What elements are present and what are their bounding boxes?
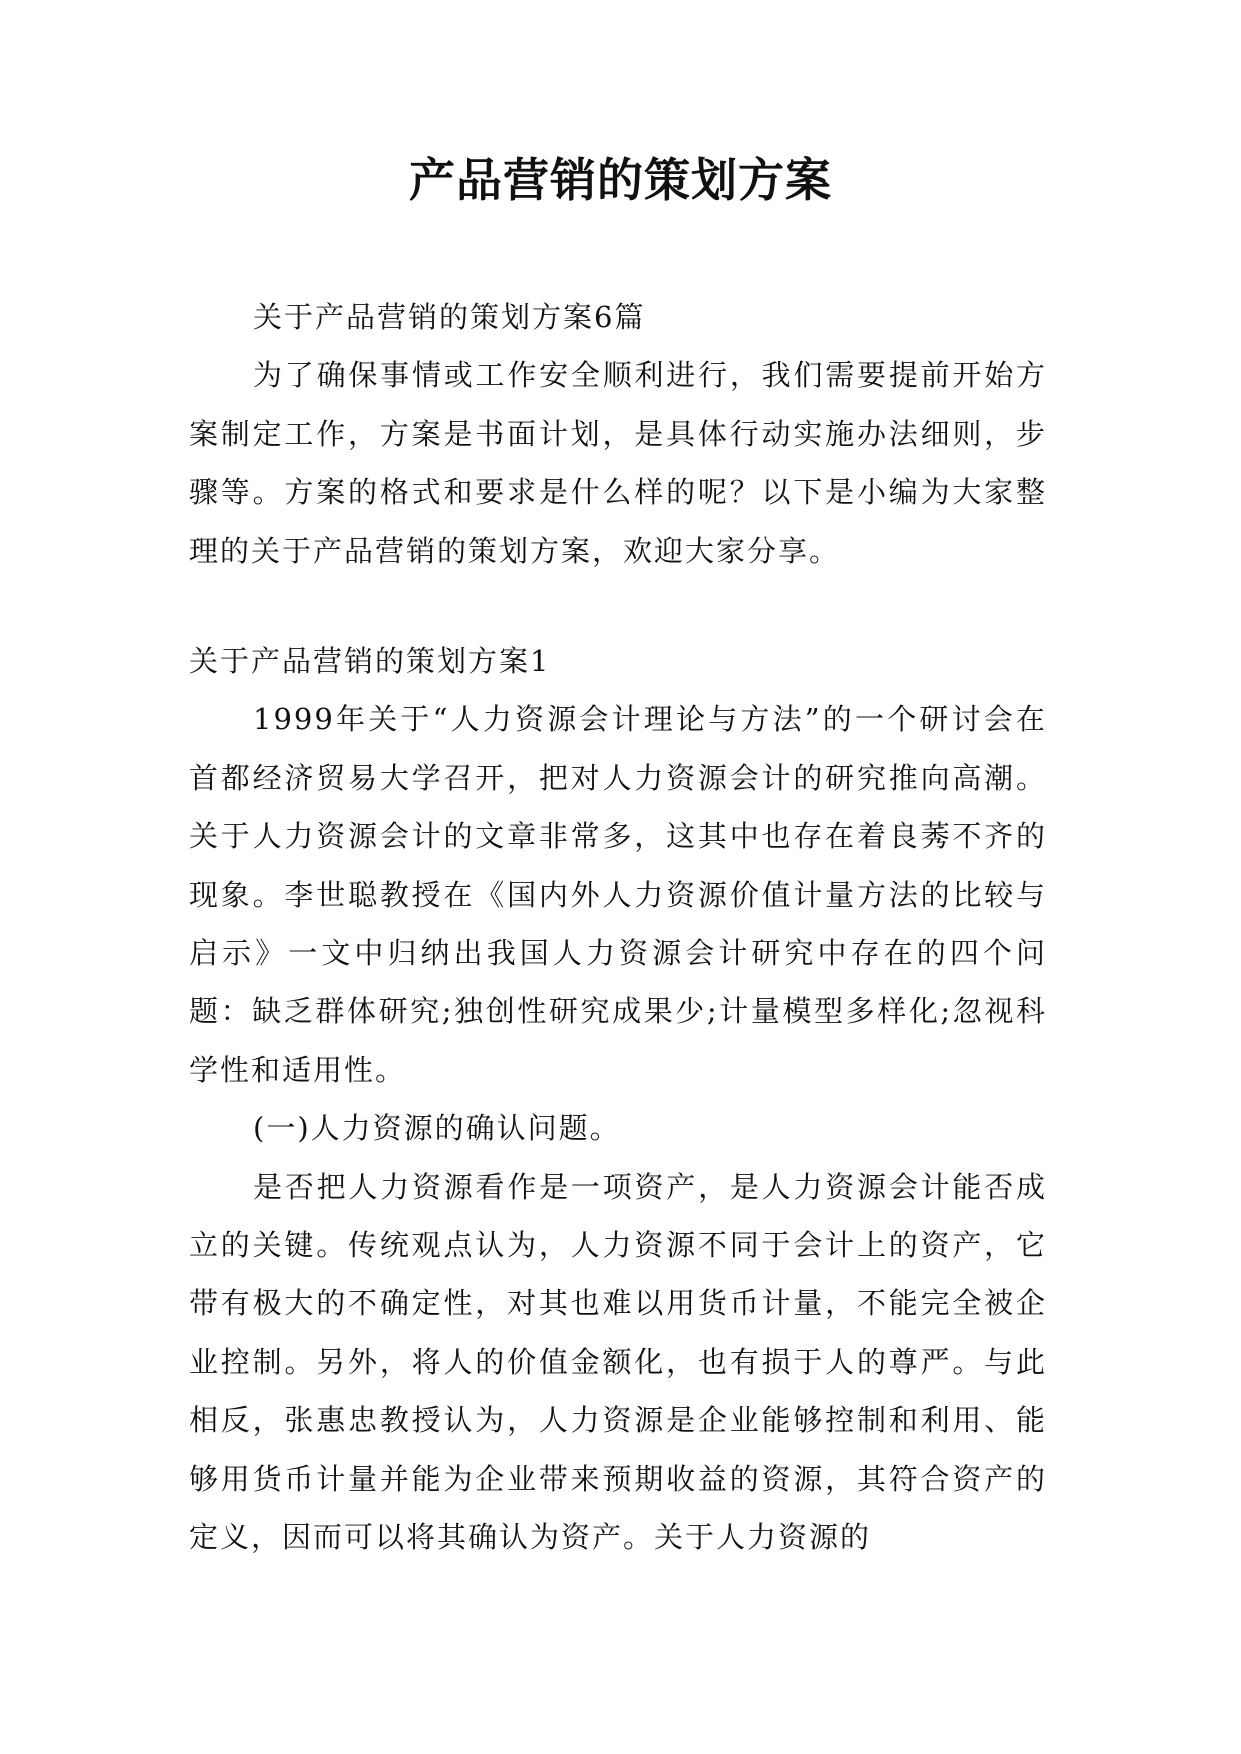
intro-paragraph: 为了确保事情或工作安全顺利进行，我们需要提前开始方案制定工作，方案是书面计划，是具体行动实施办法细则，步骤等。方案的格式和要求是什么样的呢？以下是小编为大家整理的关于产品营销的策划方案，欢迎大家分享。: [189, 358, 1047, 568]
section-1: [189, 632, 1047, 1567]
intro-block: [189, 288, 1047, 580]
section-1-heading: 关于产品营销的策划方案1: [189, 644, 551, 678]
section-1-paragraph-2: 是否把人力资源看作是一项资产，是人力资源会计能否成立的关键。传统观点认为，人力资源不同于会计上的资产，它带有极大的不确定性，对其也难以用货币计量，不能完全被企业控制。另外，将人的价值金额化，也有损于人的尊严。与此相反，张惠忠教授认为，人力资源是企业能够控制和利用、能够用货币计量并能为企业带来预期收益的资源，其符合资产的定义，因而可以将其确认为资产。关于人力资源的: [189, 1169, 1047, 1555]
section-1-paragraph-1: 1999年关于“人力资源会计理论与方法”的一个研讨会在首都经济贸易大学召开，把对人力资源会计的研究推向高潮。关于人力资源会计的文章非常多，这其中也存在着良莠不齐的现象。李世聪教授在《国内外人力资源价值计量方法的比较与启示》一文中归纳出我国人力资源会计研究中存在的四个问题：缺乏群体研究;独创性研究成果少;计量模型多样化;忽视科学性和适用性。: [189, 702, 1047, 1087]
intro-subtitle: 关于产品营销的策划方案6篇: [253, 300, 646, 334]
document-title: 产品营销的策划方案: [409, 153, 832, 207]
section-1-subheading: (一)人力资源的确认问题。: [253, 1111, 621, 1146]
